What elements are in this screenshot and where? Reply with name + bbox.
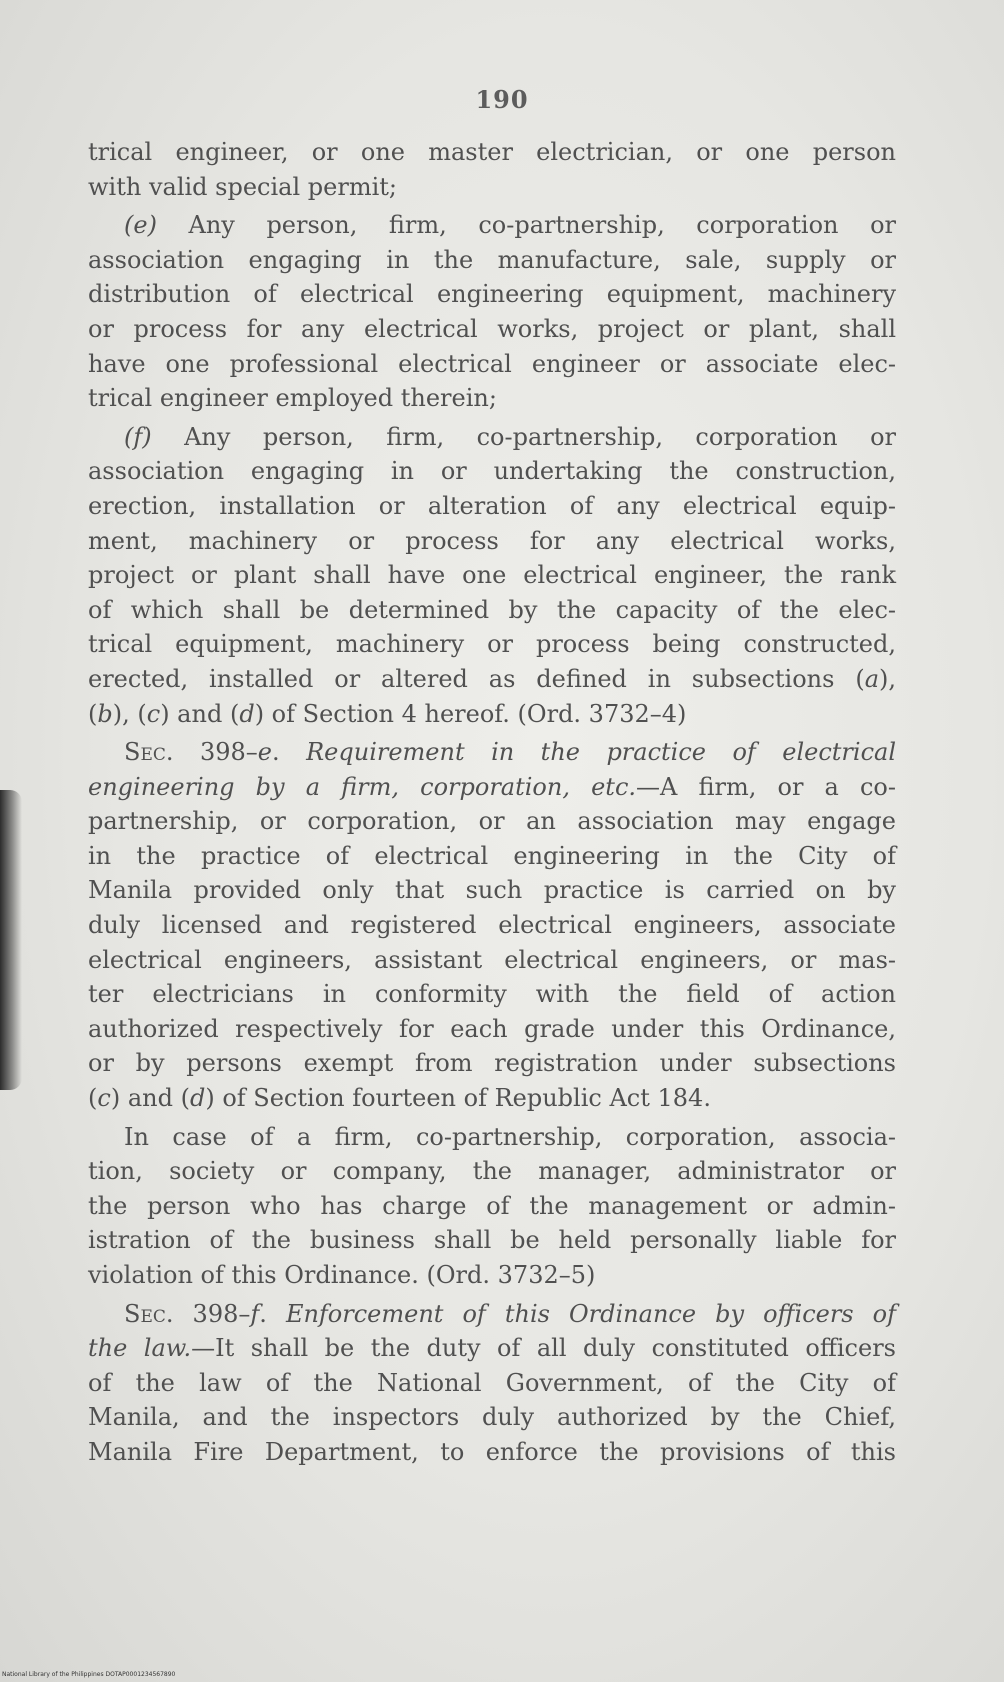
text-segment: ( bbox=[88, 1084, 98, 1113]
text-line: Manila provided only that such practice is carried on by bbox=[88, 876, 896, 905]
text-segment: ( bbox=[88, 699, 98, 728]
text-segment: ) and ( bbox=[160, 699, 240, 728]
paragraph-f-first-line bbox=[88, 420, 896, 455]
section-label: Sec. bbox=[124, 738, 174, 767]
text-segment: —It shall be the duty of all duly constituted officers bbox=[191, 1334, 896, 1363]
text-line bbox=[88, 697, 896, 732]
section-398f-heading bbox=[88, 1297, 896, 1332]
page-number: 190 bbox=[475, 85, 529, 114]
text-segment: ), bbox=[879, 664, 896, 693]
text-segment: 398– bbox=[173, 738, 258, 767]
text-line: tion, society or company, the manager, administrator or bbox=[88, 1157, 896, 1186]
text-segment: erected, installed or altered as defined in subsections ( bbox=[88, 664, 865, 693]
text-segment: ), ( bbox=[112, 699, 147, 728]
text-line: the person who has charge of the management or admin- bbox=[88, 1191, 896, 1220]
text-segment: Any person, firm, co-partnership, corporation or bbox=[156, 211, 896, 240]
text-segment: ) of Section fourteen of Republic Act 184. bbox=[205, 1084, 711, 1113]
scan-footer: National Library of the Philippines DOTAP0001234567890 bbox=[2, 1671, 176, 1678]
text-segment: c bbox=[146, 699, 161, 728]
binding-shadow bbox=[0, 790, 22, 1090]
text-segment: e bbox=[257, 738, 272, 767]
text-segment: ) of Section 4 hereof. (Ord. 3732–4) bbox=[254, 699, 687, 728]
text-segment: d bbox=[239, 699, 255, 728]
section-title: the law. bbox=[88, 1334, 192, 1363]
item-label-f: (f) bbox=[124, 422, 152, 451]
text-segment: b bbox=[97, 699, 113, 728]
text-line: association engaging in the manufacture, sale, supply or bbox=[88, 245, 896, 274]
item-label-e: (e) bbox=[124, 211, 157, 240]
paragraph-e-first-line bbox=[88, 208, 896, 243]
text-segment: f bbox=[250, 1299, 260, 1328]
text-line: electrical engineers, assistant electrical engineers, or mas- bbox=[88, 945, 896, 974]
text-segment: d bbox=[189, 1084, 206, 1113]
text-line: Manila, and the inspectors duly authorized by the Chief, bbox=[88, 1403, 896, 1432]
text-segment: Any person, firm, co-partnership, corporation or bbox=[151, 422, 896, 451]
text-line: project or plant shall have one electrical engineer, the rank bbox=[88, 561, 896, 590]
text-line: ment, machinery or process for any electrical works, bbox=[88, 526, 896, 555]
text-segment: —A firm, or a co- bbox=[636, 772, 896, 801]
text-line: of the law of the National Government, of the City of bbox=[88, 1368, 896, 1397]
text-segment: ) and ( bbox=[110, 1084, 190, 1113]
section-title: Requirement in the practice of electrical bbox=[306, 738, 897, 767]
text-line: Manila Fire Department, to enforce the provisions of this bbox=[88, 1437, 896, 1466]
text-line: have one professional electrical engineer or associate elec- bbox=[88, 349, 896, 378]
text-line: of which shall be determined by the capacity of the elec- bbox=[88, 595, 896, 624]
text-line bbox=[88, 662, 896, 697]
text-segment: c bbox=[97, 1084, 111, 1113]
text-line: trical equipment, machinery or process being constructed, bbox=[88, 630, 896, 659]
section-398e-heading bbox=[88, 735, 896, 770]
text-line: or process for any electrical works, project or plant, shall bbox=[88, 314, 896, 343]
text-line: In case of a firm, co-partnership, corporation, associa- bbox=[124, 1122, 896, 1151]
text-line: istration of the business shall be held personally liable for bbox=[88, 1226, 896, 1255]
text-line: ter electricians in conformity with the field of action bbox=[88, 980, 896, 1009]
text-segment: . bbox=[271, 738, 307, 767]
section-title: Enforcement of this Ordinance by officers of bbox=[285, 1299, 897, 1328]
text-line: in the practice of electrical engineering in the City of bbox=[88, 841, 896, 870]
text-line: erection, installation or alteration of any electrical equip- bbox=[88, 491, 896, 520]
text-line: violation of this Ordinance. (Ord. 3732–5) bbox=[88, 1261, 596, 1289]
document-body bbox=[88, 135, 896, 1470]
text-line: duly licensed and registered electrical engineers, associate bbox=[88, 911, 896, 940]
text-segment: 398– bbox=[173, 1299, 251, 1328]
text-line: association engaging in or undertaking the construction, bbox=[88, 457, 896, 486]
section-label: Sec. bbox=[124, 1299, 174, 1328]
section-title: engineering by a firm, corporation, etc. bbox=[88, 772, 637, 801]
text-line: trical engineer, or one master electrician, or one person bbox=[88, 138, 896, 166]
text-line: with valid special permit; bbox=[88, 172, 397, 201]
text-line bbox=[88, 1331, 896, 1366]
text-segment: a bbox=[864, 664, 879, 693]
text-line bbox=[88, 770, 896, 805]
text-line bbox=[88, 1081, 896, 1116]
text-line: partnership, or corporation, or an association may engage bbox=[88, 807, 896, 836]
text-line: authorized respectively for each grade under this Ordinance, bbox=[88, 1014, 896, 1043]
text-segment: . bbox=[259, 1299, 286, 1328]
text-line: distribution of electrical engineering equipment, machinery bbox=[88, 280, 896, 309]
text-line: or by persons exempt from registration under subsections bbox=[88, 1049, 896, 1078]
text-line: trical engineer employed therein; bbox=[88, 384, 497, 413]
